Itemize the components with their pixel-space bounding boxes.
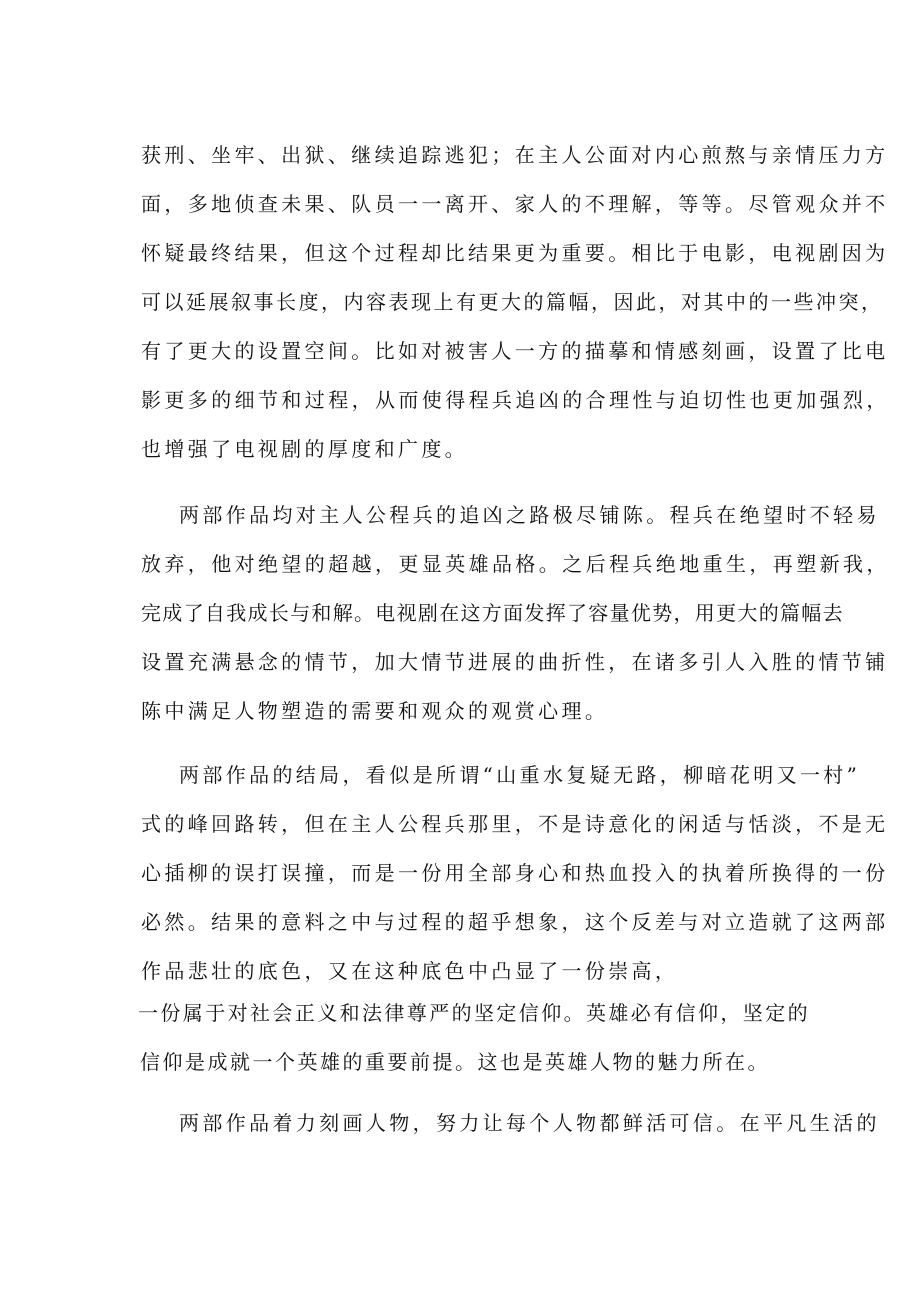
paragraph-3-line-4: 必然。结果的意料之中与过程的超乎想象，这个反差与对立造就了这两部 xyxy=(141,910,889,934)
paragraph-2-line-2: 放弃，他对绝望的超越，更显英雄品格。之后程兵绝地重生，再塑新我， xyxy=(141,552,890,576)
paragraph-1-line-2: 面，多地侦查未果、队员一一离开、家人的不理解，等等。尽管观众并不 xyxy=(141,192,889,216)
paragraph-4-line-1: 两部作品着力刻画人物，努力让每个人物都鲜活可信。在平凡生活的 xyxy=(179,1111,880,1135)
paragraph-3-line-1: 两部作品的结局，看似是所谓“山重水复疑无路，柳暗花明又一村” xyxy=(179,763,861,787)
paragraph-2-line-3: 完成了自我成长与和解。电视剧在这方面发挥了容量优势，用更大的篇幅去 xyxy=(141,601,844,625)
paragraph-1-line-4: 可以延展叙事长度，内容表现上有更大的篇幅，因此，对其中的一些冲突， xyxy=(141,290,884,314)
paragraph-2-line-1: 两部作品均对主人公程兵的追凶之路极尽铺陈。程兵在绝望时不轻易 xyxy=(179,503,880,527)
paragraph-2-line-4: 设置充满悬念的情节，加大情节进展的曲折性，在诸多引人入胜的情节铺 xyxy=(141,650,889,674)
paragraph-1-line-1: 获刑、坐牢、出狱、继续追踪逃犯；在主人公面对内心煎熬与亲情压力方 xyxy=(141,143,889,167)
paragraph-3-line-7: 信仰是成就一个英雄的重要前提。这也是英雄人物的魅力所在。 xyxy=(140,1050,770,1074)
paragraph-1-line-7: 也增强了电视剧的厚度和广度。 xyxy=(141,437,469,461)
paragraph-1-line-5: 有了更大的设置空间。比如对被害人一方的描摹和情感刻画，设置了比电 xyxy=(141,339,889,363)
paragraph-3-line-5: 作品悲壮的底色，又在这种底色中凸显了一份崇高， xyxy=(141,959,679,983)
paragraph-3-line-3: 心插柳的误打误撞，而是一份用全部身心和热血投入的执着所换得的一份 xyxy=(141,861,889,885)
paragraph-1-line-3: 怀疑最终结果，但这个过程却比结果更为重要。相比于电影，电视剧因为 xyxy=(141,241,889,265)
paragraph-1-line-6: 影更多的细节和过程，从而使得程兵追凶的合理性与迫切性也更加强烈， xyxy=(141,388,890,412)
paragraph-2-line-5: 陈中满足人物塑造的需要和观众的观赏心理。 xyxy=(141,699,609,723)
paragraph-3-line-6: 一份属于对社会正义和法律尊严的坚定信仰。英雄必有信仰，坚定的 xyxy=(138,1001,810,1025)
paragraph-3-line-2: 式的峰回路转，但在主人公程兵那里，不是诗意化的闲适与恬淡，不是无 xyxy=(141,812,889,836)
